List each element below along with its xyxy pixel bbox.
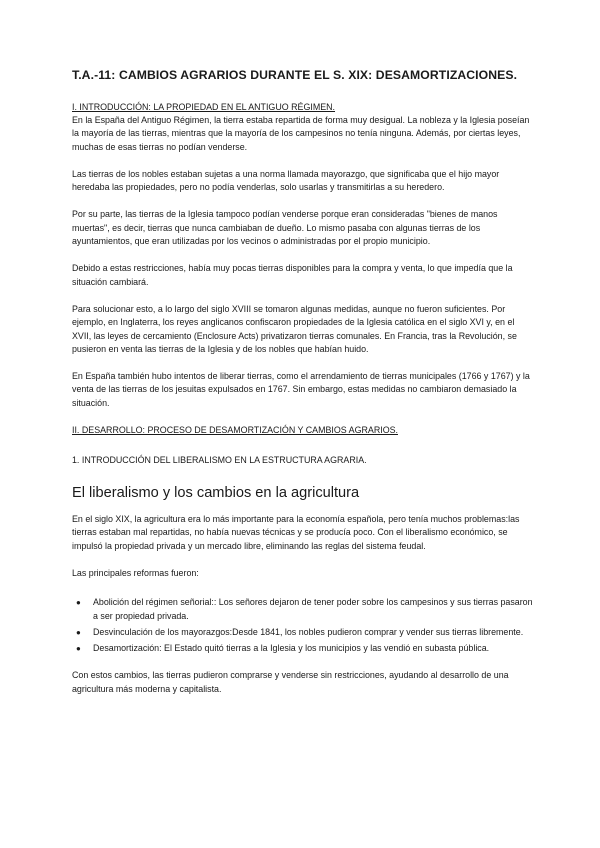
section-2-paragraph-2: Las principales reformas fueron: bbox=[72, 567, 199, 578]
section-2-paragraph-1: En el siglo XIX, la agricultura era lo más importante para la economía española, pero tenía muchos problemas:las tierras estaban mal repartidas, no había nuevas técnicas y se producía poco. Con el liberalismo económico, se impulsó la propiedad privada y un mercado libre, eliminando las reglas del sistema feudal. bbox=[72, 514, 520, 551]
section-1-paragraph-5: Para solucionar esto, a lo largo del siglo XVIII se tomaron algunas medidas, aunque no fueron suficientes. Por ejemplo, en Inglaterra, los reyes anglicanos confiscaron propiedades de la Iglesia católica en el siglo XVI y, en el XVII, las leyes de cercamiento (Enclosure Acts) privatizaron tierras comunales. En Francia, tras la Revolución, se pusieron en venta las tierras de la Iglesia y de los nobles que habían huido. bbox=[72, 303, 517, 354]
bullet-icon: ● bbox=[76, 627, 81, 637]
section-1-paragraph-4: Debido a estas restricciones, había muy pocas tierras disponibles para la compra y venta, lo que impedía que la situación cambiará. bbox=[72, 263, 513, 287]
reforms-list bbox=[72, 596, 534, 655]
list-item-text: Desamortización: El Estado quitó tierras a la Iglesia y los municipios y las vendió en subasta pública. bbox=[93, 643, 490, 654]
list-item-text: Desvinculación de los mayorazgos:Desde 1841, los nobles pudieron comprar y vender sus tierras libremente. bbox=[93, 626, 524, 637]
section-1-paragraph-2: Las tierras de los nobles estaban sujetas a una norma llamada mayorazgo, que significaba que el hijo mayor heredaba las propiedades, pero no podía venderlas, solo usarlas y transmitirlas a su heredero. bbox=[72, 168, 500, 193]
document-title: T.A.-11: CAMBIOS AGRARIOS DURANTE EL S. XIX: DESAMORTIZACIONES. bbox=[72, 68, 518, 82]
list-item bbox=[72, 596, 534, 623]
liberalism-heading: El liberalismo y los cambios en la agricultura bbox=[72, 485, 360, 502]
section-1-paragraph-3: Por su parte, las tierras de la Iglesia tampoco podían venderse porque eran consideradas "bienes de manos muertas", es decir, tierras que nunca cambiaban de dueño. Lo mismo pasaba con algunas tierras de los ayuntamientos, que eran utilizadas por los vecinos o administradas por el propio municipio. bbox=[72, 209, 498, 247]
section-2-paragraph-3: Con estos cambios, las tierras pudieron comprarse y venderse sin restricciones, ayudando al desarrollo de una agricultura más moderna y capitalista. bbox=[72, 670, 509, 694]
subsection-1-heading: 1. INTRODUCCIÓN DEL LIBERALISMO EN LA ESTRUCTURA AGRARIA. bbox=[72, 455, 367, 466]
bullet-icon: ● bbox=[76, 598, 81, 608]
section-1-paragraph-6: En España también hubo intentos de liberar tierras, como el arrendamiento de tierras municipales (1766 y 1767) y la venta de las tierras de los jesuitas expulsados en 1767. Sin embargo, estas medidas no cambiaron demasiado la situación. bbox=[72, 371, 530, 408]
section-2-heading: II. DESARROLLO: PROCESO DE DESAMORTIZACIÓN Y CAMBIOS AGRARIOS. bbox=[72, 425, 398, 436]
list-item-text: Abolición del régimen señorial:: Los señores dejaron de tener poder sobre los campesinos y sus tierras pasaron a ser propiedad privada. bbox=[93, 597, 533, 621]
section-1-heading: I. INTRODUCCIÓN: LA PROPIEDAD EN EL ANTIGUO RÉGIMEN. bbox=[72, 102, 336, 112]
list-item bbox=[72, 626, 534, 639]
document-page bbox=[72, 68, 534, 710]
bullet-icon: ● bbox=[76, 644, 81, 654]
list-item bbox=[72, 642, 534, 655]
section-1-paragraph-1: En la España del Antiguo Régimen, la tierra estaba repartida de forma muy desigual. La nobleza y la Iglesia poseían la mayoría de las tierras, mientras que la mayoría de los campesinos no tenía ninguna. Además, por ciertas leyes, muchas de esas tierras no podían venderse. bbox=[72, 115, 530, 152]
